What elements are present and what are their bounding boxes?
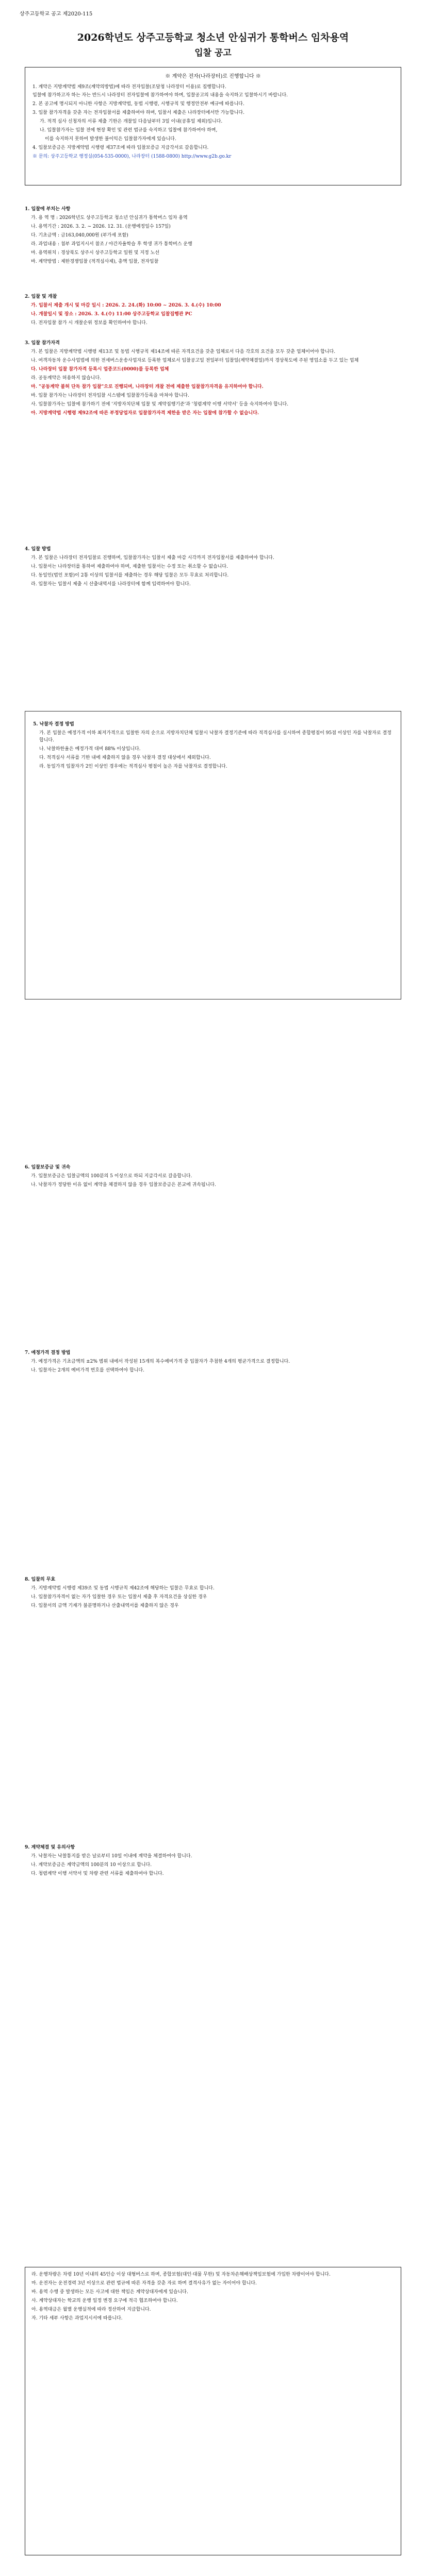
section-3-item: 다. 나라장터 입찰 참가자격 등록시 업종코드(0000)를 등록한 업체 (31, 366, 169, 372)
section-5-item: 다. 적격심사 서류를 기한 내에 제출하지 않을 경우 낙찰자 결정 대상에서 제외합니다. (39, 755, 211, 760)
section-1-item: 라. 과업내용 : 첨부 과업지시서 참조 / 야간자율학습 후 학생 귀가 통학버스 운행 (31, 241, 192, 247)
section-3-item: 라. 공동계약은 허용하지 않습니다. (31, 375, 102, 381)
section-5-heading: 5. 낙찰자 결정 방법 (33, 722, 74, 727)
section-3-item: 사. 입찰참가자는 입찰에 참가하기 전에 '지방자치단체 입찰 및 계약집행기준'과 '청렴계약 이행 서약서' 등을 숙지하여야 합니다. (31, 401, 289, 407)
section-3 (25, 340, 401, 418)
section-7-item: 가. 예정가격은 기초금액의 ±2% 범위 내에서 작성된 15개의 복수예비가격 중 입찰자가 추첨한 4개의 평균가격으로 결정합니다. (31, 1359, 290, 1364)
section-8 (25, 1577, 401, 1612)
section-8-item: 나. 입찰참가자격이 없는 자가 입찰한 경우 또는 입찰서 제출 후 자격요건을 상실한 경우 (31, 1594, 207, 1600)
section-9-item: 다. 청렴계약 이행 서약서 및 차량 관련 서류를 제출하여야 합니다. (31, 1871, 164, 1876)
notice-box-line: 가. 적격 심사 신청자의 서류 제출 기한은 개찰일 다음날부터 3일 이내(공휴일 제외)입니다. (40, 119, 223, 125)
section-9 (25, 1844, 401, 1879)
section-3-item: 나. 여객자동차 운수사업법에 의한 전세버스운송사업자로 등록한 업체로서 입찰공고일 전일부터 입찰일(계약체결일)까지 경상북도에 주된 영업소를 두고 있는 업체 (31, 358, 359, 363)
section-7 (25, 1350, 401, 1376)
notice-box-line: 4. 입찰보증금은 지방계약법 시행령 제37조에 따라 입찰보증금 지급각서로 갈음합니다. (32, 145, 209, 151)
notice-subtitle: 입찰 공고 (194, 48, 232, 58)
section-3-item: 가. 본 입찰은 지방계약법 시행령 제13조 및 동법 시행규칙 제14조에 따른 자격요건을 갖춘 업체로서 다음 각호의 요건을 모두 갖춘 업체이어야 합니다. (31, 349, 336, 354)
notice-box-heading: ※ 계약은 전자(나라장터)로 진행합니다 ※ (165, 74, 261, 79)
section-1-item: 다. 기초금액 : 금163,040,000원 (부가세 포함) (31, 232, 128, 238)
section-9-item: 가. 낙찰자는 낙찰통지를 받은 날로부터 10일 이내에 계약을 체결하여야 합니다. (31, 1853, 192, 1859)
section-3-joint-note: 마. "공동계약 불허 단독 참가 입찰"으로 진행되며, 나라장터 개찰 전에 제출한 입찰참가자격을 유지하여야 합니다. (31, 384, 264, 389)
section-5-item: 가. 본 입찰은 예정가격 이하 최저가격으로 입찰한 자의 순으로 지방자치단체 입찰시 낙찰자 결정기준에 따라 적격심사를 실시하여 종합평점이 95점 이상인 자를 낙찰자로 결정합니다. (39, 730, 391, 743)
notice-box-line: 이를 숙지하지 못하여 발생한 불이익은 입찰참가자에게 있습니다. (45, 137, 176, 142)
section-6-heading: 6. 입찰보증금 및 귀속 (25, 1165, 71, 1170)
section-5-item: 라. 동일가격 입찰자가 2인 이상인 경우에는 적격심사 평점이 높은 자를 낙찰자로 결정합니다. (39, 764, 227, 769)
section-2 (25, 294, 401, 329)
section-9-detail: 자. 기타 세부 사항은 과업지시서에 따릅니다. (31, 2315, 123, 2321)
section-8-item: 다. 입찰서의 금액 기재가 불분명하거나 산출내역서를 제출하지 않은 경우 (31, 1603, 179, 1608)
section-4-para: 다. 동일인(법인 포함)이 2통 이상의 입찰서를 제출하는 경우 해당 입찰은 모두 무효로 처리합니다. (31, 572, 229, 578)
section-9-detail-box (25, 2267, 401, 2555)
section-1 (25, 206, 401, 267)
section-3-item: 바. 입찰 참가자는 나라장터 전자입찰 시스템에 입찰참가등록을 마쳐야 합니다. (31, 393, 189, 398)
notice-box-line: 2. 본 공고에 명시되지 아니한 사항은 지방계약법, 동법 시행령, 시행규칙 및 행정안전부 예규에 따릅니다. (32, 101, 244, 107)
section-2-opening: 나. 개찰일시 및 장소 : 2026. 3. 4.(수) 11:00 상주고등학교 입찰집행관 PC (31, 311, 192, 317)
section-1-heading: 1. 입찰에 부치는 사항 (25, 207, 71, 212)
section-9-detail: 바. 용역 수행 중 발생하는 모든 사고에 대한 책임은 계약상대자에게 있습니다. (31, 2289, 188, 2295)
section-3-item: 아. 지방계약법 시행령 제92조에 따른 부정당업자로 입찰참가자격 제한을 받은 자는 입찰에 참가할 수 없습니다. (31, 410, 259, 416)
section-2-item: 가. 입찰서 제출 개시 및 마감 일시 : 2026. 2. 24.(화) 10:00 ~ 2026. 3. 4.(수) 10:00 (31, 302, 221, 308)
section-4-heading: 4. 입찰 방법 (25, 547, 51, 552)
notice-reference: 상주고등학교 공고 제2020-115 (20, 11, 93, 17)
section-9-heading: 9. 계약체결 및 유의사항 (25, 1845, 75, 1850)
section-5-item: 나. 낙찰하한율은 예정가격 대비 88% 이상입니다. (39, 746, 141, 752)
section-9-item: 나. 계약보증금은 계약금액의 100분의 10 이상으로 합니다. (31, 1862, 152, 1868)
section-6-item: 가. 입찰보증금은 입찰금액의 100분의 5 이상으로 하되 지급각서로 갈음합니다. (31, 1173, 192, 1179)
section-1-item: 바. 계약방법 : 제한경쟁입찰 (적격심사제), 총액 입찰, 전자입찰 (31, 259, 159, 264)
section-4 (25, 546, 401, 590)
section-1-item: 나. 용역기간 : 2026. 3. 2. ~ 2026. 12. 31. (운행예정일수 157일) (31, 224, 171, 229)
section-9-detail: 아. 용역대금은 월별 운행실적에 따라 정산하여 지급합니다. (31, 2307, 151, 2312)
notice-box-line: 나. 입찰참가자는 입찰 전에 현장 확인 및 관련 법규를 숙지하고 입찰에 참가하여야 하며, (40, 128, 218, 133)
section-2-heading: 2. 입찰 및 개찰 (25, 294, 57, 299)
section-9-detail: 사. 계약상대자는 학교의 운행 일정 변경 요구에 적극 협조하여야 합니다. (31, 2298, 178, 2303)
section-4-para: 가. 본 입찰은 나라장터 전자입찰로 진행하며, 입찰참가자는 입찰서 제출 마감 시각까지 전자입찰서를 제출하여야 합니다. (31, 555, 274, 561)
notice-box (25, 67, 401, 185)
notice-box-line: 1. 계약은 지방계약법 제9조(계약의방법)에 따라 전자입찰(조달청 나라장터 이용)로 집행합니다. (32, 84, 226, 90)
section-7-item: 나. 입찰자는 2개의 예비가격 번호를 선택하여야 합니다. (31, 1367, 144, 1373)
section-6 (25, 1164, 401, 1191)
section-4-para: 나. 입찰서는 나라장터를 통하여 제출하여야 하며, 제출한 입찰서는 수정 또는 취소할 수 없습니다. (31, 564, 228, 569)
section-3-heading: 3. 입찰 참가자격 (25, 341, 60, 346)
section-9-detail: 라. 운행차량은 차령 10년 이내의 45인승 이상 대형버스로 하며, 종합보험(대인·대물 무한) 및 자동차손해배상책임보험에 가입한 차량이어야 합니다. (31, 2272, 331, 2277)
section-5 (33, 721, 394, 772)
section-2-item (25, 311, 401, 318)
notice-box-contact: ※ 문의: 상주고등학교 행정실(054-535-0000), 나라장터 (1588-0800) http://www.g2b.go.kr (32, 154, 232, 159)
section-7-heading: 7. 예정가격 결정 방법 (25, 1350, 71, 1355)
notice-box-line: 입찰에 참가하고자 하는 자는 반드시 나라장터 전자입찰에 참가하여야 하며, 입찰공고의 내용을 숙지하고 입찰하시기 바랍니다. (32, 93, 288, 98)
section-2-item: 다. 전자입찰 참가 시 개찰순위 정보를 확인하여야 합니다. (31, 320, 148, 326)
section-1-item: 마. 용역위치 : 경상북도 상주시 상주고등학교 일원 및 지정 노선 (31, 250, 159, 256)
section-4-para: 라. 입찰자는 입찰서 제출 시 산출내역서를 나라장터에 함께 입력하여야 합니다. (31, 581, 191, 587)
section-3-item (25, 384, 401, 391)
section-1-item: 가. 용 역 명 : 2026학년도 상주고등학교 청소년 안심귀가 통학버스 임차 용역 (31, 215, 188, 221)
section-8-heading: 8. 입찰의 무효 (25, 1577, 56, 1582)
notice-box-line: 3. 입찰 참가자격을 갖춘 자는 전자입찰서를 제출하여야 하며, 입찰서 제출은 나라장터에서만 가능합니다. (32, 110, 244, 116)
section-8-item: 가. 지방계약법 시행령 제39조 및 동법 시행규칙 제42조에 해당하는 입찰은 무효로 합니다. (31, 1585, 215, 1591)
notice-title: 2026학년도 상주고등학교 청소년 안심귀가 통학버스 임차용역 (77, 32, 349, 43)
section-6-item: 나. 낙찰자가 정당한 이유 없이 계약을 체결하지 않을 경우 입찰보증금은 본교에 귀속됩니다. (31, 1182, 216, 1188)
section-9-detail: 마. 운전자는 운전경력 3년 이상으로 관련 법규에 따른 자격을 갖춘 자로 하며 결격사유가 없는 자이어야 합니다. (31, 2280, 257, 2286)
